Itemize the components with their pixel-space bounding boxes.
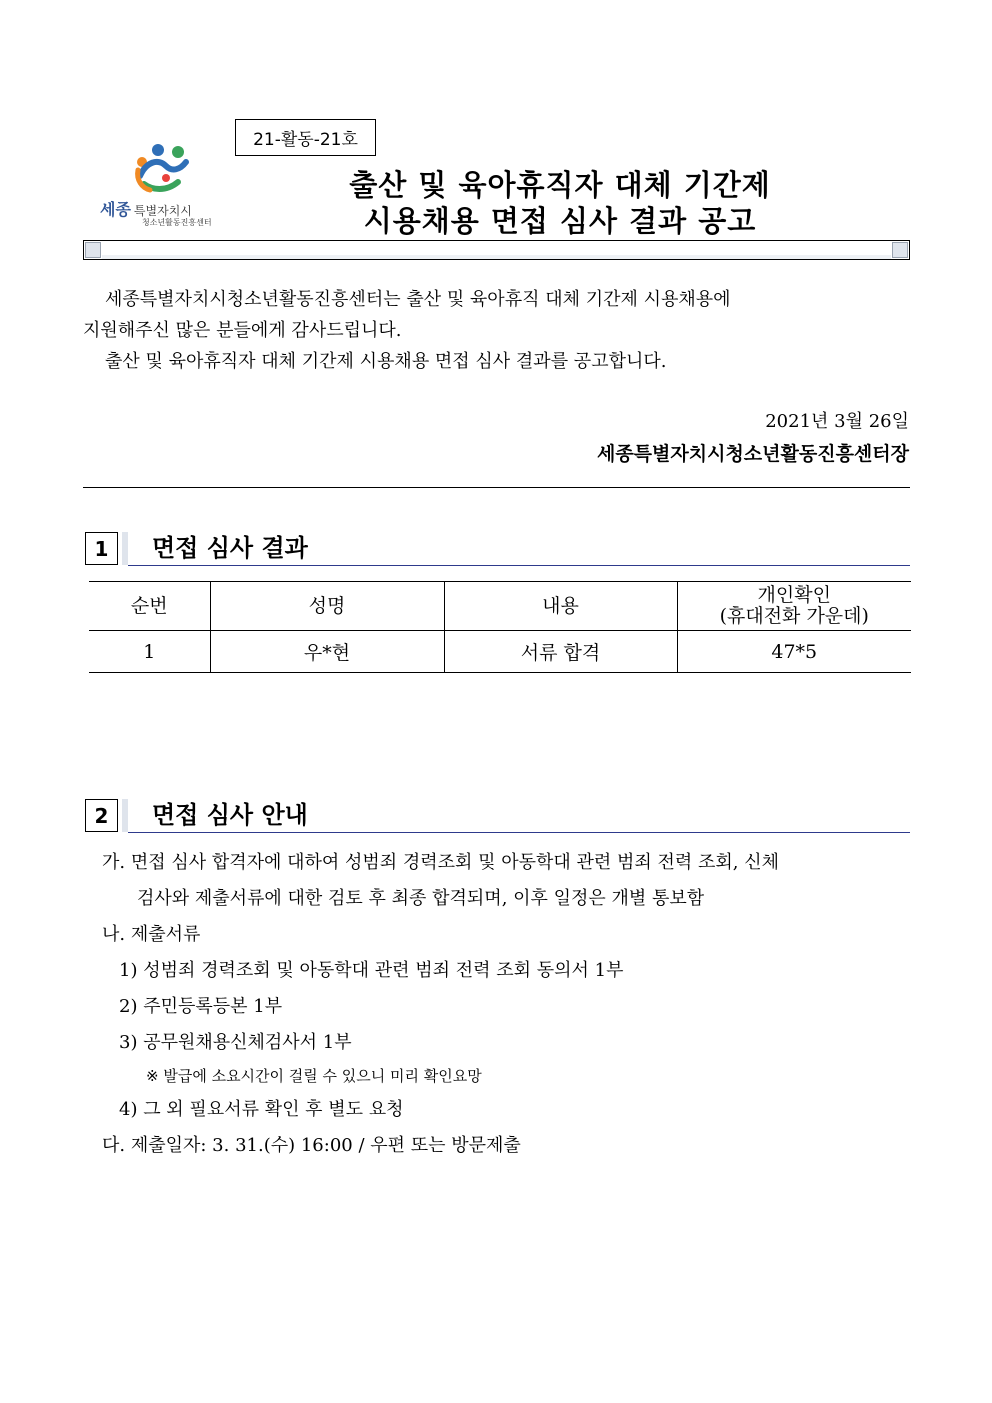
- page-title-line1: 출산 및 육아휴직자 대체 기간제: [349, 168, 771, 202]
- intro-paragraph-2: 출산 및 육아휴직자 대체 기간제 시용채용 면접 심사 결과를 공고합니다.: [105, 351, 667, 372]
- section-1-title: 면접 심사 결과: [152, 534, 308, 562]
- doc-note: ※ 발급에 소요시간이 걸릴 수 있으니 미리 확인요망: [146, 1067, 482, 1085]
- logo-emblem-icon: [100, 140, 230, 200]
- header-confirm-line1: 개인확인: [757, 584, 831, 606]
- section-1-underline: [128, 565, 910, 566]
- item-ga-line-1: 가. 면접 심사 합격자에 대하여 성범죄 경력조회 및 아동학대 관련 범죄 전력 조회, 신체: [102, 852, 780, 873]
- item-na: 나. 제출서류: [102, 924, 201, 945]
- issuer-signature: 세종특별자치시청소년활동진흥센터장: [596, 443, 909, 465]
- cell-content: 서류 합격: [444, 631, 677, 673]
- header-confirm-line2: (휴대전화 가운데): [719, 605, 869, 627]
- document-number: 21-활동-21호: [235, 119, 376, 156]
- intro-paragraph-1-line-1: 세종특별자치시청소년활동진흥센터는 출산 및 육아휴직 대체 기간제 시용채용에: [105, 289, 731, 310]
- doc-item-2: 2) 주민등록등본 1부: [119, 996, 283, 1017]
- doc-item-4: 4) 그 외 필요서류 확인 후 별도 요청: [119, 1099, 404, 1120]
- title-divider-bar: [83, 240, 910, 260]
- cell-name: 우*현: [210, 631, 444, 673]
- section-1-number: 1: [85, 532, 118, 565]
- header-name: 성명: [210, 582, 444, 631]
- result-table: [89, 581, 911, 673]
- page-title-line2: 시용채용 면접 심사 결과 공고: [363, 204, 757, 238]
- divider-shadow: [102, 255, 891, 259]
- section-2-number: 2: [85, 799, 118, 832]
- section-2-accent-bar: [122, 799, 128, 832]
- cell-no: 1: [89, 631, 210, 673]
- sejong-logo: [100, 140, 230, 235]
- section-2-title: 면접 심사 안내: [152, 801, 308, 829]
- logo-org: 청소년활동진흥센터: [142, 218, 212, 227]
- header-no: 순번: [89, 582, 210, 631]
- table-row: [89, 631, 911, 673]
- item-da: 다. 제출일자: 3. 31.(수) 16:00 / 우편 또는 방문제출: [102, 1135, 521, 1156]
- doc-item-1: 1) 성범죄 경력조회 및 아동학대 관련 범죄 전력 조회 동의서 1부: [119, 960, 624, 981]
- intro-paragraph-1-line-2: 지원해주신 많은 분들에게 감사드립니다.: [83, 320, 402, 341]
- section-1-accent-bar: [122, 532, 128, 565]
- header-content: 내용: [444, 582, 677, 631]
- table-header-row: [89, 582, 911, 631]
- logo-city-sub: 특별자치시: [133, 204, 192, 218]
- section-2-heading: [85, 799, 910, 835]
- item-ga-line-2: 검사와 제출서류에 대한 검토 후 최종 합격되며, 이후 일정은 개별 통보함: [137, 888, 705, 909]
- logo-city: 세종: [100, 200, 131, 219]
- section-1-heading: [85, 532, 910, 568]
- header-confirm: [677, 582, 911, 631]
- divider-square-left: [85, 242, 101, 258]
- horizontal-rule: [83, 487, 910, 488]
- cell-confirm: 47*5: [677, 631, 911, 673]
- doc-item-3: 3) 공무원채용신체검사서 1부: [119, 1032, 352, 1053]
- divider-square-right: [892, 242, 908, 258]
- notice-date: 2021년 3월 26일: [765, 411, 909, 432]
- section-2-underline: [128, 832, 910, 833]
